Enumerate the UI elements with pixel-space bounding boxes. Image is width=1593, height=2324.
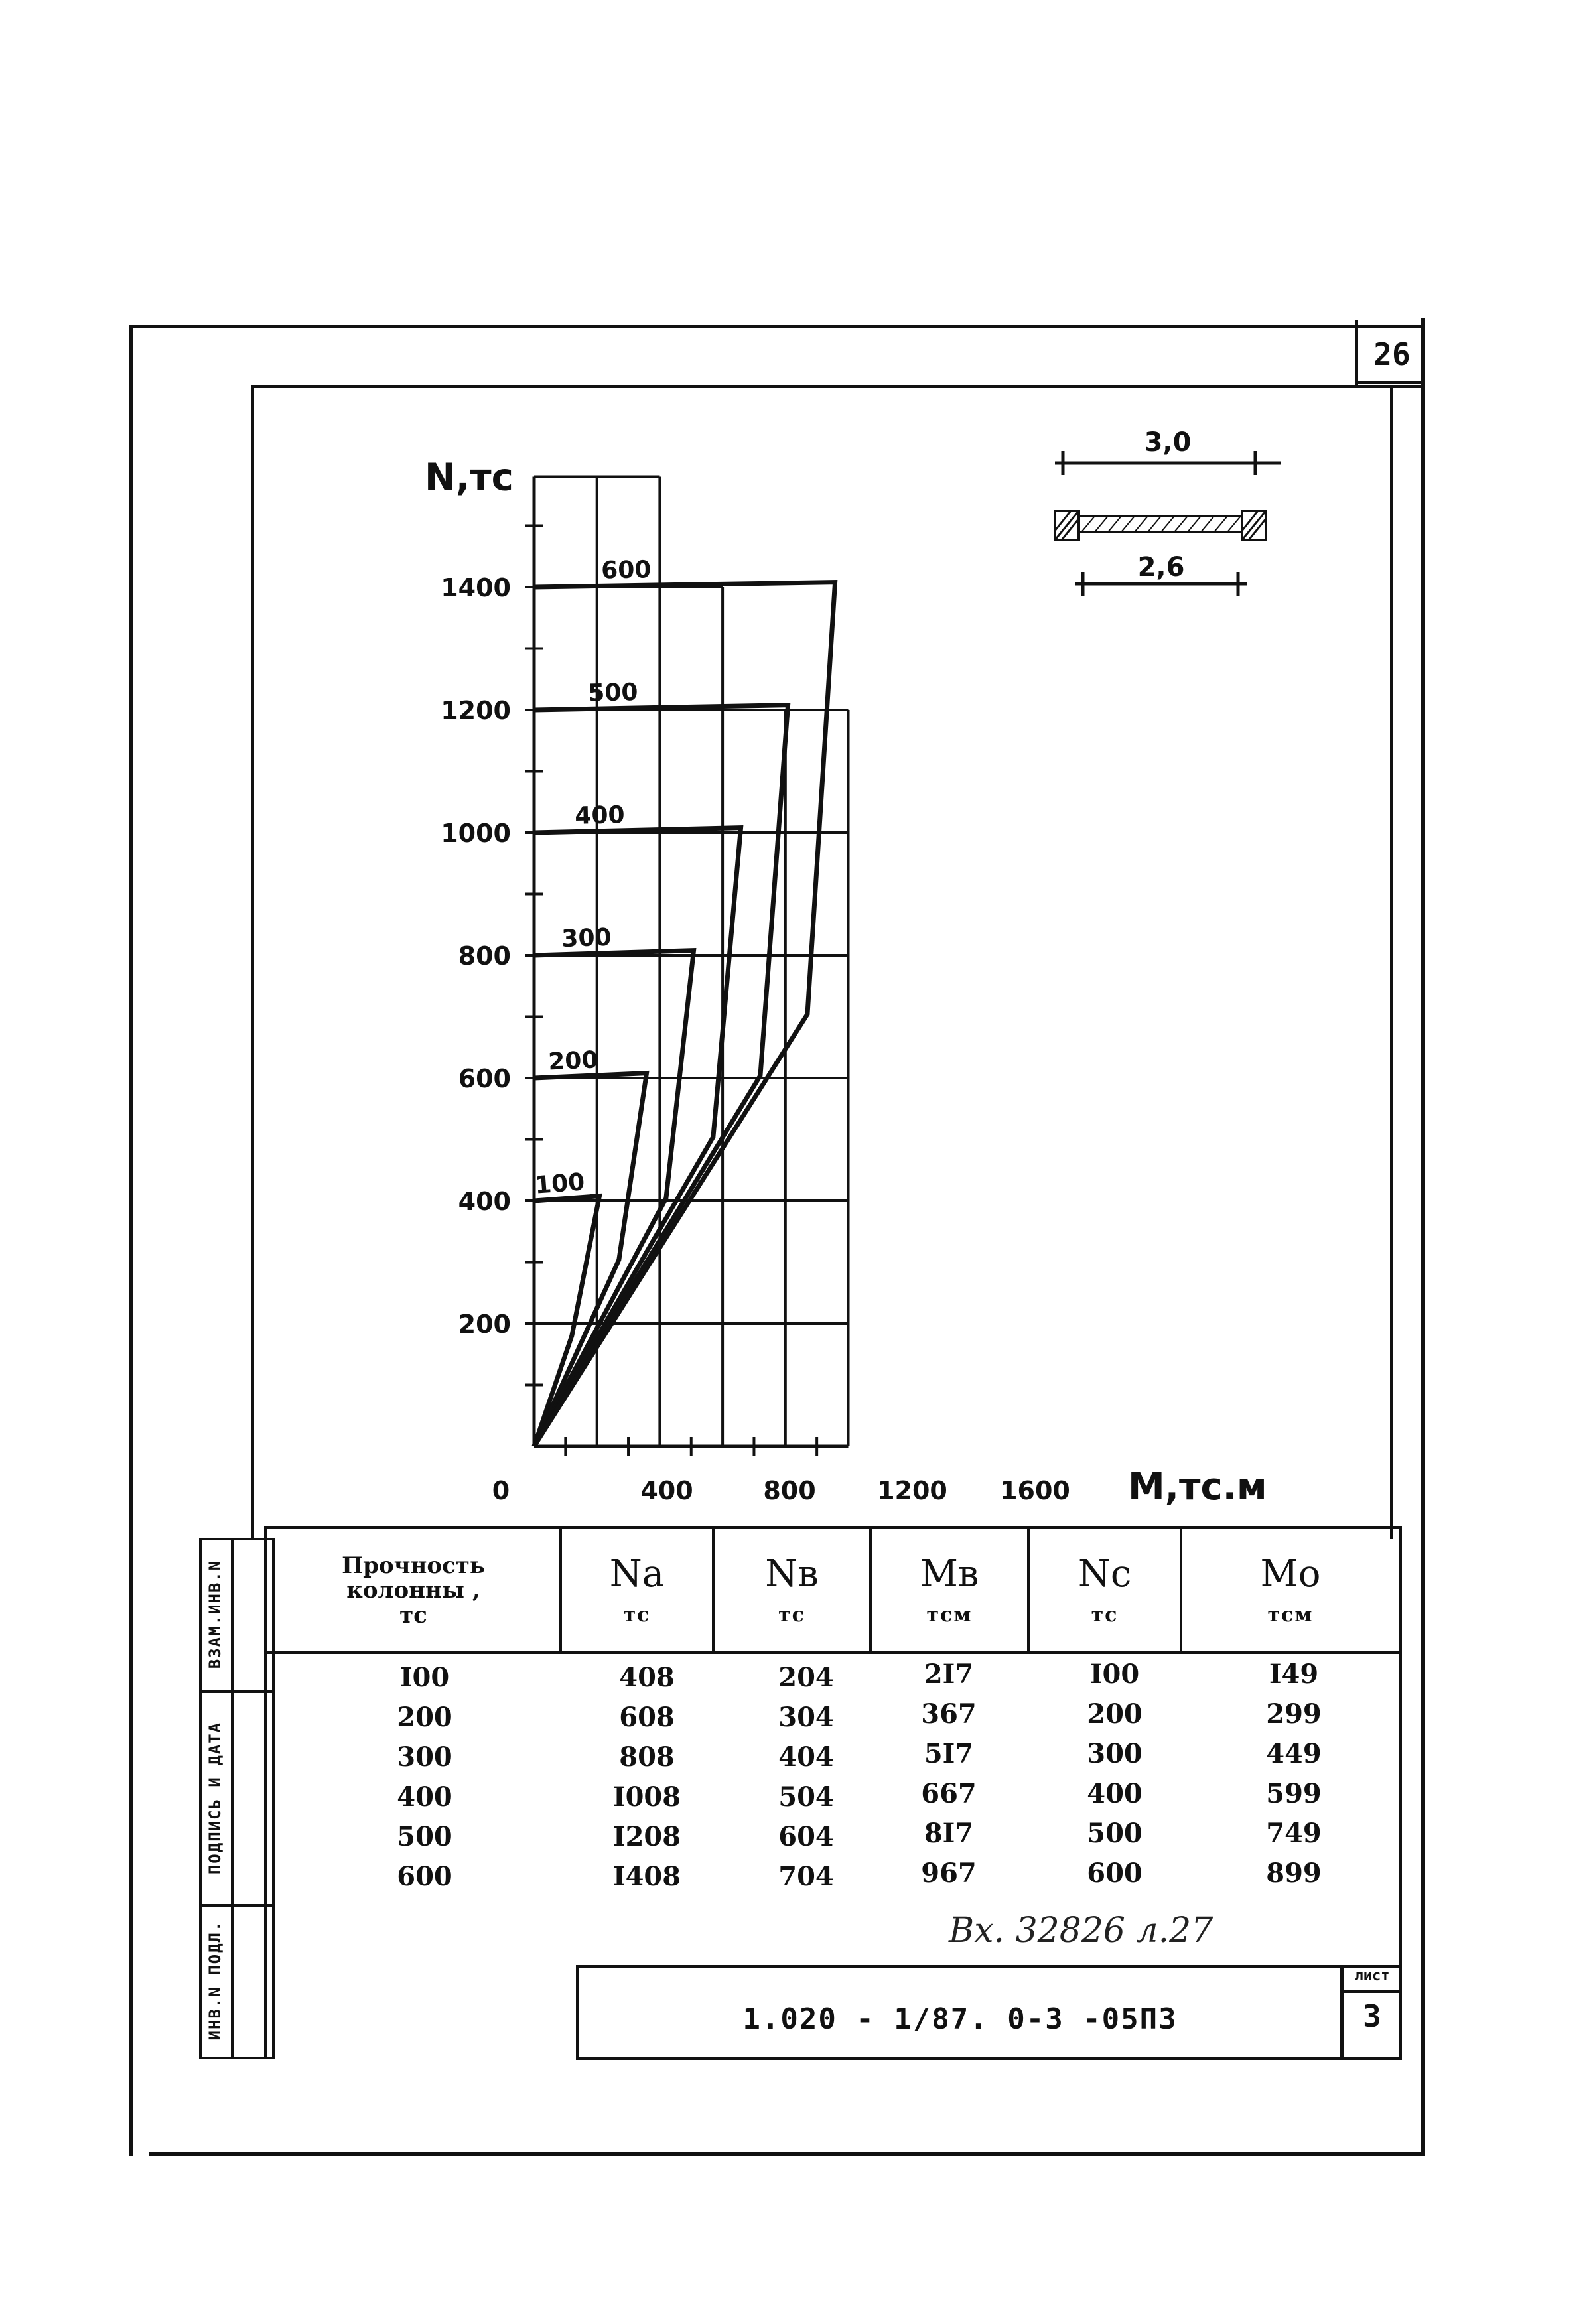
header-na-unit: тс <box>623 1603 651 1627</box>
header-mo-unit: тсм <box>1267 1603 1314 1627</box>
cell-na: 808 <box>619 1742 675 1773</box>
x-tick-label: 400 <box>640 1476 693 1505</box>
cell-mo: 749 <box>1266 1818 1322 1849</box>
cell-mb: 8I7 <box>924 1818 974 1849</box>
cell-mb: 2I7 <box>924 1659 974 1690</box>
title-sheet-mid <box>1340 1990 1402 1993</box>
y-axis-label: N,тс <box>425 456 514 500</box>
table-header-rule <box>264 1651 1402 1654</box>
cell-mb: 367 <box>921 1698 977 1730</box>
series-label-500: 500 <box>587 679 638 707</box>
cell-mo: 899 <box>1266 1858 1322 1889</box>
header-mo-symbol: Mо <box>1260 1552 1321 1596</box>
cell-nc: 200 <box>1087 1698 1143 1730</box>
cell-mb: 967 <box>921 1858 977 1889</box>
y-tick-label: 200 <box>458 1310 511 1339</box>
cell-strength: I00 <box>399 1662 450 1693</box>
cell-strength: 300 <box>397 1742 452 1773</box>
cell-mo: I49 <box>1269 1659 1319 1690</box>
stamp-line-left <box>199 1538 202 2059</box>
y-tick-label: 800 <box>458 941 511 971</box>
header-strength-line-2: колонны , <box>346 1577 480 1604</box>
stamp-line-bottom <box>199 2057 272 2059</box>
cell-nc: 400 <box>1087 1778 1143 1809</box>
y-tick-label: 1000 <box>441 819 511 848</box>
header-na-symbol: Nа <box>609 1552 665 1596</box>
header-nc-unit: тс <box>1091 1603 1119 1627</box>
cell-nc: 300 <box>1087 1738 1143 1769</box>
sheet-value: 3 <box>1363 1998 1381 2034</box>
cell-strength: 200 <box>397 1702 452 1733</box>
chart-labels <box>425 456 1267 1509</box>
cell-na: I408 <box>612 1861 681 1892</box>
y-tick-label: 1200 <box>441 696 511 725</box>
cell-nb: 304 <box>778 1702 834 1733</box>
header-nb-symbol: Nв <box>765 1552 819 1596</box>
cell-strength: 500 <box>397 1821 452 1852</box>
chart-series <box>534 582 835 1446</box>
cell-na: I008 <box>612 1781 681 1812</box>
header-nb <box>715 1533 869 1649</box>
series-label-600: 600 <box>600 556 652 584</box>
cell-nb: 604 <box>778 1821 834 1852</box>
y-tick-label: 400 <box>458 1187 511 1216</box>
x-tick-label: 1600 <box>1000 1476 1070 1505</box>
header-mb-unit: тсм <box>926 1603 973 1627</box>
cell-nc: I00 <box>1089 1659 1140 1690</box>
header-mo <box>1182 1533 1399 1649</box>
y-tick-label: 1400 <box>441 573 511 602</box>
cell-mo: 599 <box>1266 1778 1322 1809</box>
sheet-number: 26 <box>1373 336 1411 372</box>
sheet-label: лист <box>1354 1968 1390 1984</box>
cell-mo: 449 <box>1266 1738 1322 1769</box>
stamp-line-right <box>272 1538 275 2059</box>
header-nc-symbol: Nс <box>1077 1552 1132 1596</box>
header-strength-line-1: Прочность <box>342 1552 485 1579</box>
cell-nc: 500 <box>1087 1818 1143 1849</box>
header-nc <box>1030 1533 1180 1649</box>
table-top-rule <box>264 1526 1402 1529</box>
cell-mb: 5I7 <box>924 1738 974 1769</box>
x-origin-label: 0 <box>492 1476 510 1505</box>
cell-nb: 204 <box>778 1662 834 1693</box>
stamp-inv-podl: ИНВ.N ПОДЛ. <box>206 1920 224 2041</box>
cell-nc: 600 <box>1087 1858 1143 1889</box>
stamp-line-mid <box>231 1538 234 2059</box>
cell-na: 608 <box>619 1702 675 1733</box>
sketch-bottom-dim: 2,6 <box>1137 552 1185 582</box>
cell-strength: 600 <box>397 1861 452 1892</box>
cell-nb: 504 <box>778 1781 834 1812</box>
cell-mo: 299 <box>1266 1698 1322 1730</box>
cell-nb: 704 <box>778 1861 834 1892</box>
header-nb-unit: тс <box>778 1603 805 1627</box>
cell-mb: 667 <box>921 1778 977 1809</box>
series-label-300: 300 <box>561 923 612 953</box>
header-strength <box>267 1533 559 1649</box>
document-code: 1.020 - 1/87. 0-3 -05ПЗ <box>742 2002 1178 2036</box>
x-tick-label: 1200 <box>877 1476 947 1505</box>
stamp-podpis: ПОДПИСЬ И ДАТА <box>206 1721 224 1875</box>
series-label-400: 400 <box>574 801 626 830</box>
cell-nb: 404 <box>778 1742 834 1773</box>
handwritten-note: Вх. 32826 л.27 <box>949 1911 1213 1950</box>
x-axis-label: M,тс.м <box>1128 1466 1267 1509</box>
cell-na: 408 <box>619 1662 675 1693</box>
header-na <box>562 1533 712 1649</box>
cell-na: I208 <box>612 1821 681 1852</box>
series-label-200: 200 <box>547 1046 599 1076</box>
chart-axes <box>525 477 849 1456</box>
series-label-100: 100 <box>533 1168 586 1199</box>
header-mb-symbol: Mв <box>920 1552 979 1596</box>
title-block-top <box>576 1965 1402 1968</box>
cell-strength: 400 <box>397 1781 452 1812</box>
sketch-top-dim: 3,0 <box>1144 427 1192 458</box>
x-tick-label: 800 <box>763 1476 816 1505</box>
header-strength-line-3: тс <box>399 1602 427 1629</box>
stamp-zam-inv: ВЗАМ.ИНВ.N <box>206 1559 224 1669</box>
section-sketch <box>1055 427 1281 596</box>
y-tick-label: 600 <box>458 1064 511 1093</box>
header-mb <box>872 1533 1027 1649</box>
